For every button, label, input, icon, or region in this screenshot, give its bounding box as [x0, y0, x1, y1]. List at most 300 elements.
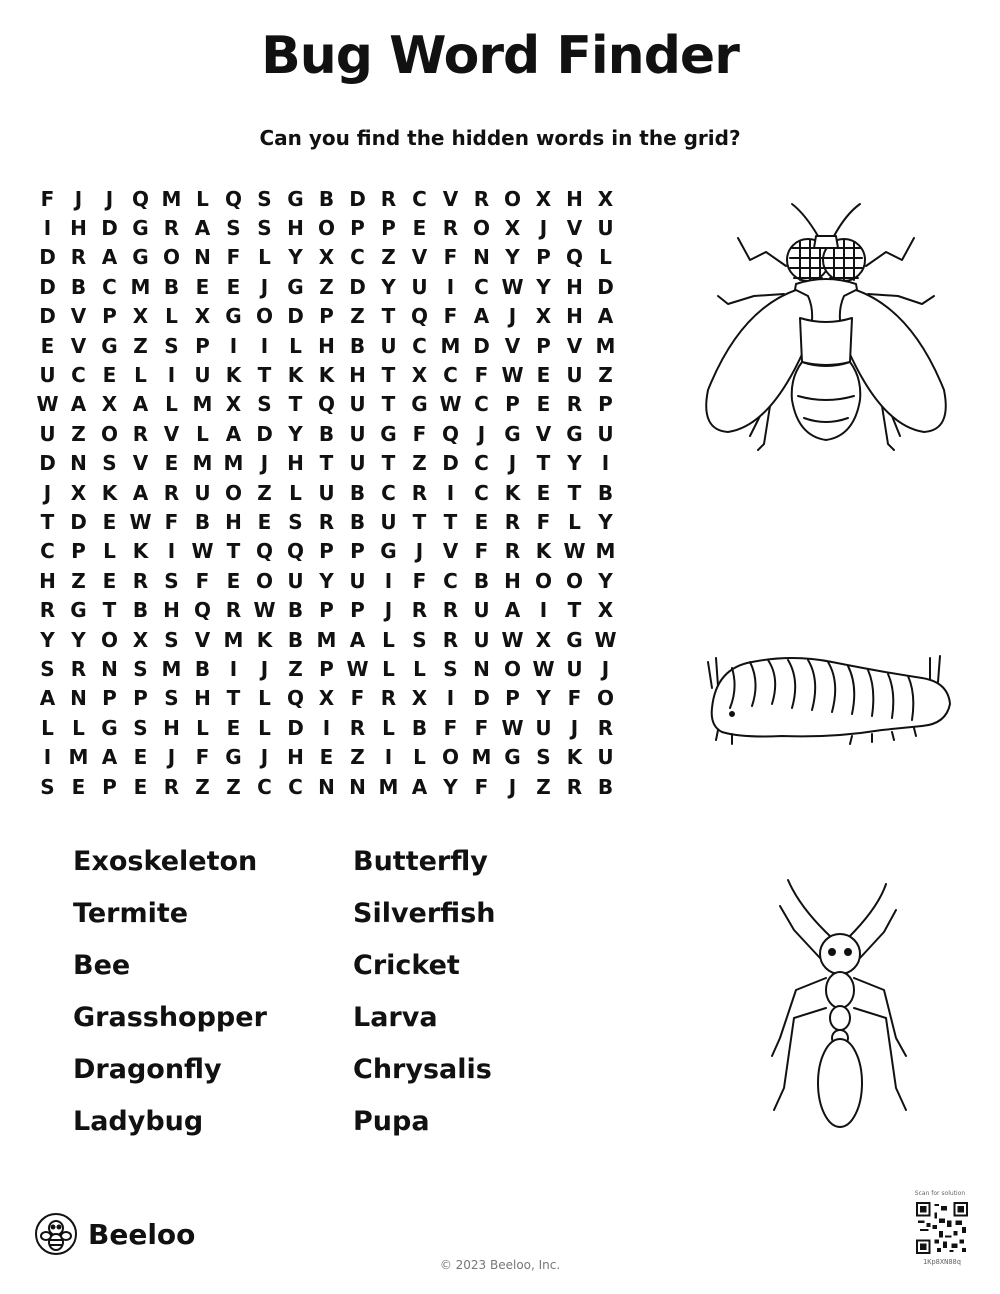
- grid-letter: E: [226, 568, 241, 593]
- grid-letter: H: [349, 363, 366, 388]
- grid-letter: R: [70, 245, 87, 270]
- grid-letter: F: [536, 509, 551, 534]
- grid-letter: W: [501, 627, 524, 652]
- grid-letter: R: [442, 627, 459, 652]
- grid-letter: B: [318, 186, 335, 211]
- grid-letter: R: [380, 686, 397, 711]
- grid-letter: O: [255, 304, 273, 329]
- grid-letter: Q: [410, 304, 428, 329]
- grid-letter: K: [535, 539, 552, 564]
- grid-letter: O: [224, 480, 242, 505]
- qr-code-id: 1Kp8XN88q: [923, 1258, 961, 1266]
- grid-letter: J: [260, 745, 269, 770]
- grid-letter: O: [503, 186, 521, 211]
- grid-letter: L: [165, 304, 178, 329]
- grid-letter: K: [287, 363, 304, 388]
- grid-letter: P: [102, 304, 117, 329]
- grid-letter: E: [102, 568, 117, 593]
- grid-letter: J: [415, 539, 424, 564]
- grid-letter: M: [68, 745, 89, 770]
- grid-letter: U: [194, 480, 211, 505]
- grid-letter: B: [473, 568, 490, 593]
- grid-letter: U: [349, 451, 366, 476]
- grid-letter: S: [133, 656, 148, 681]
- grid-letter: S: [164, 686, 179, 711]
- grid-letter: W: [253, 598, 276, 623]
- grid-letter: Y: [536, 274, 551, 299]
- grid-letter: I: [167, 363, 176, 388]
- word-search-grid: [32, 184, 621, 801]
- grid-letter: Z: [350, 304, 365, 329]
- grid-letter: Y: [319, 568, 334, 593]
- grid-letter: E: [133, 774, 148, 799]
- grid-letter: Q: [255, 539, 273, 564]
- grid-letter: F: [474, 363, 489, 388]
- grid-letter: G: [101, 333, 118, 358]
- grid-letter: E: [536, 392, 551, 417]
- grid-letter: R: [566, 392, 583, 417]
- grid-letter: G: [504, 745, 521, 770]
- grid-letter: U: [194, 363, 211, 388]
- grid-letter: N: [194, 245, 211, 270]
- grid-letter: W: [501, 363, 524, 388]
- grid-letter: M: [223, 627, 244, 652]
- grid-letter: V: [70, 304, 87, 329]
- grid-letter: R: [225, 598, 242, 623]
- grid-letter: I: [446, 480, 455, 505]
- grid-letter: O: [472, 216, 490, 241]
- grid-letter: I: [384, 568, 393, 593]
- grid-letter: E: [226, 715, 241, 740]
- grid-letter: S: [257, 186, 272, 211]
- grid-letter: Z: [71, 568, 86, 593]
- grid-letter: F: [164, 509, 179, 534]
- grid-letter: R: [349, 715, 366, 740]
- grid-letter: L: [413, 745, 426, 770]
- grid-letter: Z: [195, 774, 210, 799]
- grid-letter: A: [225, 421, 242, 446]
- grid-letter: L: [599, 245, 612, 270]
- grid-letter: Z: [350, 745, 365, 770]
- grid-letter: R: [39, 598, 56, 623]
- grid-letter: D: [39, 451, 56, 476]
- grid-letter: F: [443, 715, 458, 740]
- grid-letter: F: [412, 568, 427, 593]
- grid-letter: L: [196, 186, 209, 211]
- grid-letter: Y: [505, 245, 520, 270]
- grid-letter: H: [566, 304, 583, 329]
- grid-letter: E: [257, 509, 272, 534]
- grid-letter: C: [443, 363, 458, 388]
- grid-letter: E: [164, 451, 179, 476]
- word-item: Butterfly: [353, 846, 488, 877]
- grid-letter: R: [132, 421, 149, 446]
- grid-letter: L: [41, 715, 54, 740]
- word-item: Termite: [73, 898, 189, 929]
- brand-name: Beeloo: [88, 1217, 196, 1251]
- grid-letter: U: [597, 216, 614, 241]
- grid-letter: I: [384, 745, 393, 770]
- grid-letter: S: [164, 333, 179, 358]
- grid-letter: Q: [224, 186, 242, 211]
- grid-letter: N: [473, 245, 490, 270]
- grid-letter: X: [225, 392, 242, 417]
- grid-letter: I: [260, 333, 269, 358]
- grid-letter: H: [39, 568, 56, 593]
- grid-letter: L: [258, 245, 271, 270]
- grid-letter: Z: [319, 274, 334, 299]
- grid-letter: W: [501, 274, 524, 299]
- grid-letter: G: [411, 392, 428, 417]
- grid-letter: G: [380, 421, 397, 446]
- grid-letter: B: [132, 598, 149, 623]
- grid-letter: J: [570, 715, 579, 740]
- grid-letter: J: [477, 421, 486, 446]
- bee-icon: [34, 1212, 78, 1256]
- grid-letter: R: [411, 480, 428, 505]
- grid-letter: T: [536, 451, 551, 476]
- grid-letter: L: [382, 656, 395, 681]
- grid-letter: A: [132, 480, 149, 505]
- grid-letter: Y: [536, 686, 551, 711]
- grid-letter: H: [194, 686, 211, 711]
- word-item: Dragonfly: [73, 1054, 222, 1085]
- word-item: Exoskeleton: [73, 846, 258, 877]
- grid-letter: W: [563, 539, 586, 564]
- grid-letter: X: [132, 304, 149, 329]
- grid-letter: H: [287, 216, 304, 241]
- grid-letter: K: [225, 363, 242, 388]
- grid-letter: S: [412, 627, 427, 652]
- grid-letter: P: [102, 774, 117, 799]
- grid-letter: Y: [598, 568, 613, 593]
- grid-letter: B: [349, 333, 366, 358]
- grid-letter: M: [223, 451, 244, 476]
- grid-letter: F: [443, 304, 458, 329]
- grid-letter: G: [287, 186, 304, 211]
- grid-letter: U: [39, 421, 56, 446]
- grid-letter: S: [133, 715, 148, 740]
- grid-letter: Z: [257, 480, 272, 505]
- grid-letter: B: [194, 656, 211, 681]
- grid-letter: M: [595, 539, 616, 564]
- grid-letter: B: [597, 774, 614, 799]
- grid-letter: V: [504, 333, 521, 358]
- grid-letter: L: [134, 363, 147, 388]
- grid-letter: V: [442, 539, 459, 564]
- grid-letter: P: [71, 539, 86, 564]
- grid-letter: H: [504, 568, 521, 593]
- grid-letter: C: [474, 274, 489, 299]
- grid-letter: T: [288, 392, 303, 417]
- grid-letter: F: [226, 245, 241, 270]
- grid-letter: M: [161, 186, 182, 211]
- grid-letter: H: [70, 216, 87, 241]
- grid-letter: T: [102, 598, 117, 623]
- grid-letter: I: [539, 598, 548, 623]
- grid-letter: X: [70, 480, 87, 505]
- grid-letter: A: [349, 627, 366, 652]
- grid-letter: V: [132, 451, 149, 476]
- grid-letter: X: [535, 304, 552, 329]
- grid-letter: T: [381, 363, 396, 388]
- grid-letter: K: [101, 480, 118, 505]
- grid-letter: M: [595, 333, 616, 358]
- grid-letter: X: [318, 245, 335, 270]
- grid-letter: D: [39, 304, 56, 329]
- grid-letter: J: [74, 186, 83, 211]
- grid-letter: G: [132, 216, 149, 241]
- grid-letter: R: [442, 598, 459, 623]
- grid-letter: P: [598, 392, 613, 417]
- grid-letter: H: [566, 274, 583, 299]
- grid-letter: L: [382, 715, 395, 740]
- grid-letter: R: [411, 598, 428, 623]
- grid-letter: I: [446, 274, 455, 299]
- grid-letter: P: [350, 598, 365, 623]
- qr-code-icon[interactable]: [916, 1202, 968, 1254]
- grid-letter: S: [288, 509, 303, 534]
- grid-letter: V: [194, 627, 211, 652]
- grid-letter: U: [39, 363, 56, 388]
- grid-letter: O: [255, 568, 273, 593]
- word-item: Bee: [73, 950, 131, 981]
- grid-letter: G: [70, 598, 87, 623]
- grid-letter: J: [539, 216, 548, 241]
- grid-letter: C: [40, 539, 55, 564]
- grid-letter: T: [381, 392, 396, 417]
- grid-letter: F: [474, 715, 489, 740]
- grid-letter: C: [288, 774, 303, 799]
- grid-letter: K: [566, 745, 583, 770]
- word-item: Grasshopper: [73, 1002, 267, 1033]
- grid-letter: S: [257, 216, 272, 241]
- grid-letter: U: [380, 509, 397, 534]
- grid-letter: W: [501, 715, 524, 740]
- grid-letter: I: [167, 539, 176, 564]
- grid-letter: P: [319, 539, 334, 564]
- grid-letter: L: [289, 480, 302, 505]
- grid-letter: F: [474, 539, 489, 564]
- grid-letter: A: [101, 745, 118, 770]
- grid-letter: D: [70, 509, 87, 534]
- grid-letter: T: [257, 363, 272, 388]
- grid-letter: O: [100, 627, 118, 652]
- grid-letter: G: [566, 627, 583, 652]
- grid-letter: N: [101, 656, 118, 681]
- grid-letter: N: [70, 451, 87, 476]
- grid-letter: M: [192, 451, 213, 476]
- grid-letter: E: [319, 745, 334, 770]
- grid-letter: D: [287, 304, 304, 329]
- grid-letter: L: [382, 627, 395, 652]
- grid-letter: Z: [71, 421, 86, 446]
- grid-letter: H: [566, 186, 583, 211]
- grid-letter: W: [36, 392, 59, 417]
- grid-letter: G: [504, 421, 521, 446]
- grid-letter: J: [508, 451, 517, 476]
- word-list: [73, 840, 633, 1152]
- word-item: Silverfish: [353, 898, 496, 929]
- grid-letter: A: [597, 304, 614, 329]
- grid-letter: P: [350, 216, 365, 241]
- grid-letter: N: [318, 774, 335, 799]
- grid-letter: K: [132, 539, 149, 564]
- grid-letter: K: [318, 363, 335, 388]
- grid-letter: G: [225, 304, 242, 329]
- grid-letter: P: [319, 304, 334, 329]
- grid-letter: C: [257, 774, 272, 799]
- grid-letter: H: [225, 509, 242, 534]
- grid-letter: G: [380, 539, 397, 564]
- grid-letter: S: [164, 568, 179, 593]
- grid-letter: M: [378, 774, 399, 799]
- word-item: Ladybug: [73, 1106, 204, 1137]
- grid-letter: B: [287, 627, 304, 652]
- grid-letter: R: [132, 568, 149, 593]
- grid-letter: J: [260, 451, 269, 476]
- grid-letter: E: [195, 274, 210, 299]
- grid-letter: M: [471, 745, 492, 770]
- grid-letter: R: [442, 216, 459, 241]
- word-item: Larva: [353, 1002, 438, 1033]
- grid-letter: X: [132, 627, 149, 652]
- grid-letter: Y: [40, 627, 55, 652]
- grid-letter: T: [381, 304, 396, 329]
- grid-letter: V: [566, 216, 583, 241]
- grid-letter: U: [349, 568, 366, 593]
- grid-letter: R: [504, 509, 521, 534]
- grid-letter: B: [163, 274, 180, 299]
- grid-letter: P: [133, 686, 148, 711]
- grid-letter: D: [473, 333, 490, 358]
- grid-letter: T: [226, 539, 241, 564]
- grid-letter: F: [567, 686, 582, 711]
- grid-letter: K: [256, 627, 273, 652]
- grid-letter: F: [350, 686, 365, 711]
- grid-letter: W: [129, 509, 152, 534]
- grid-letter: A: [70, 392, 87, 417]
- grid-letter: B: [349, 480, 366, 505]
- word-item: Pupa: [353, 1106, 430, 1137]
- ant-drawing: [760, 878, 920, 1130]
- grid-letter: E: [102, 509, 117, 534]
- grid-letter: A: [504, 598, 521, 623]
- grid-letter: Y: [443, 774, 458, 799]
- grid-letter: Y: [381, 274, 396, 299]
- grid-letter: R: [163, 216, 180, 241]
- grid-letter: P: [319, 598, 334, 623]
- grid-letter: U: [535, 715, 552, 740]
- grid-letter: X: [194, 304, 211, 329]
- grid-letter: N: [473, 656, 490, 681]
- grid-letter: R: [318, 509, 335, 534]
- grid-letter: T: [567, 598, 582, 623]
- grid-letter: A: [411, 774, 428, 799]
- grid-letter: S: [102, 451, 117, 476]
- grid-letter: B: [597, 480, 614, 505]
- grid-letter: G: [225, 745, 242, 770]
- grid-letter: B: [349, 509, 366, 534]
- grid-letter: E: [133, 745, 148, 770]
- grid-letter: S: [40, 656, 55, 681]
- grid-letter: V: [442, 186, 459, 211]
- grid-letter: M: [161, 656, 182, 681]
- page-subtitle: Can you find the hidden words in the grid?: [259, 126, 741, 150]
- grid-letter: Z: [133, 333, 148, 358]
- grid-letter: X: [101, 392, 118, 417]
- grid-letter: U: [349, 392, 366, 417]
- grid-letter: D: [473, 686, 490, 711]
- grid-letter: C: [381, 480, 396, 505]
- grid-letter: Y: [288, 245, 303, 270]
- grid-letter: Z: [412, 451, 427, 476]
- grid-letter: U: [597, 421, 614, 446]
- grid-letter: A: [39, 686, 56, 711]
- grid-letter: O: [596, 686, 614, 711]
- grid-letter: M: [440, 333, 461, 358]
- grid-letter: H: [163, 598, 180, 623]
- grid-letter: D: [287, 715, 304, 740]
- grid-letter: C: [443, 568, 458, 593]
- grid-letter: E: [102, 363, 117, 388]
- word-item: Cricket: [353, 950, 460, 981]
- grid-letter: R: [380, 186, 397, 211]
- grid-letter: Z: [598, 363, 613, 388]
- grid-letter: Y: [288, 421, 303, 446]
- grid-letter: Q: [286, 539, 304, 564]
- grid-letter: Y: [567, 451, 582, 476]
- grid-letter: D: [256, 421, 273, 446]
- grid-letter: U: [473, 598, 490, 623]
- grid-letter: Z: [381, 245, 396, 270]
- grid-letter: J: [508, 774, 517, 799]
- grid-letter: N: [349, 774, 366, 799]
- grid-letter: P: [319, 656, 334, 681]
- grid-letter: S: [226, 216, 241, 241]
- grid-letter: W: [439, 392, 462, 417]
- grid-letter: J: [601, 656, 610, 681]
- grid-letter: S: [40, 774, 55, 799]
- grid-letter: R: [70, 656, 87, 681]
- grid-letter: V: [70, 333, 87, 358]
- grid-letter: P: [350, 539, 365, 564]
- grid-letter: Z: [226, 774, 241, 799]
- grid-letter: T: [319, 451, 334, 476]
- grid-letter: F: [443, 245, 458, 270]
- grid-letter: D: [442, 451, 459, 476]
- grid-letter: T: [412, 509, 427, 534]
- grid-letter: L: [258, 715, 271, 740]
- grid-letter: C: [71, 363, 86, 388]
- grid-letter: V: [411, 245, 428, 270]
- grid-letter: A: [473, 304, 490, 329]
- grid-letter: U: [473, 627, 490, 652]
- grid-letter: A: [101, 245, 118, 270]
- grid-letter: T: [443, 509, 458, 534]
- grid-letter: I: [43, 745, 52, 770]
- grid-letter: B: [287, 598, 304, 623]
- grid-letter: X: [535, 627, 552, 652]
- grid-letter: B: [70, 274, 87, 299]
- grid-letter: I: [43, 216, 52, 241]
- grid-letter: P: [536, 245, 551, 270]
- grid-letter: L: [196, 421, 209, 446]
- grid-letter: D: [39, 274, 56, 299]
- grid-letter: Q: [286, 686, 304, 711]
- grid-letter: B: [411, 715, 428, 740]
- grid-letter: V: [566, 333, 583, 358]
